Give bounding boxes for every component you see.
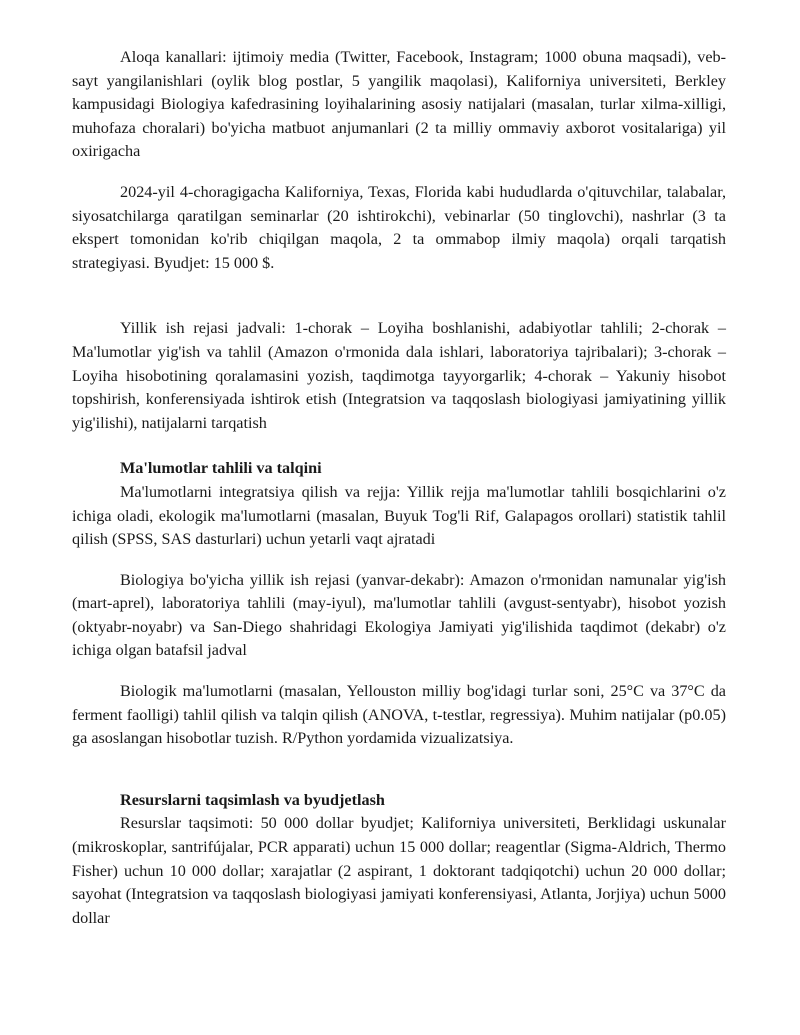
paragraph-biological-data-analysis: Biologik ma'lumotlarni (masalan, Yellouston milliy bog'idagi turlar soni, 25°C va 37°C da ferment faolligi) tahlil qilish va talqin qilish (ANOVA, t-testlar, regressiya). Muhim natijalar (p0.05) ga asoslangan hisobotlar tuzish. R/Python yordamida vizualizatsiya. xyxy=(72,682,726,748)
paragraph-annual-work-plan: Yillik ish rejasi jadvali: 1-chorak – Loyiha boshlanishi, adabiyotlar tahlili; 2-chorak – Ma'lumotlar yig'ish va tahlil (Amazon o'rmonida dala ishlari, laboratoriya tajribalari); 3-chorak – Loyiha hisobotining qoralamasini yozish, taqdimotga tayyorgarlik; 4-chorak – Yakuniy hisobot topshirish, konferensiyada ishtirok etish (Integratsion va taqqoslash biologiyasi jamiyatining yillik yig'ilishi), natijalarni tarqatish xyxy=(72,319,726,432)
paragraph-biology-work-plan: Biologiya bo'yicha yillik ish rejasi (yanvar-dekabr): Amazon o'rmonidan namunalar yig'ish (mart-aprel), laboratoriya tahlili (may-iyul), ma'lumotlar tahlili (avgust-sentyabr), hisobot yozish (oktyabr-noyabr) va San-Diego shahridagi Ekologiya Jamiyati yig'ilishida taqdimot (dekabr) o'z ichiga olgan batafsil jadval xyxy=(72,570,726,660)
paragraph-resource-distribution: Resurslar taqsimoti: 50 000 dollar byudjet; Kaliforniya universiteti, Berklidagi uskunalar (mikroskoplar, santrifújalar, PCR apparati) uchun 15 000 dollar; reagentlar (Sigma-Aldrich, Thermo Fisher) uchun 10 000 dollar; xarajatlar (2 aspirant, 1 doktorant tadqiqotchi) uchun 20 000 dollar; sayohat (Integratsion va taqqoslash biologiyasi jamiyati konferensiyasi, Atlanta, Jorjiya) uchun 5000 dollar xyxy=(72,814,726,927)
paragraph-data-integration: Ma'lumotlarni integratsiya qilish va rejja: Yillik rejja ma'lumotlar tahlili bosqichlarini o'z ichiga oladi, ekologik ma'lumotlarni (masalan, Buyuk Tog'li Rif, Galapagos orollari) statistik tahlil qilish (SPSS, SAS dasturlari) uchun yetarli vaqt ajratadi xyxy=(72,482,726,549)
document-page xyxy=(72,46,726,930)
section-heading-data-analysis: Ma'lumotlar tahlili va talqini xyxy=(120,459,322,478)
paragraph-communication-channels: Aloqa kanallari: ijtimoiy media (Twitter, Facebook, Instagram; 1000 obuna maqsadi), veb-sayt yangilanishlari (oylik blog postlar, 5 yangilik maqolasi), Kaliforniya universiteti, Berkley kampusidagi Biologiya kafedrasining loyihalarining asosiy natijalari (masalan, turlar xilma-xilligi, muhofaza choralari) bo'yicha matbuot anjumanlari (2 ta milliy ommaviy axborot vositalariga) yil oxirigacha xyxy=(72,48,726,161)
section-heading-resource-allocation: Resurslarni taqsimlash va byudjetlash xyxy=(120,790,385,809)
paragraph-dissemination-strategy: 2024-yil 4-choragigacha Kaliforniya, Texas, Florida kabi hududlarda o'qituvchilar, talabalar, siyosatchilarga qaratilgan seminarlar (20 ishtirokchi), vebinarlar (50 tinglovchi), nashrlar (3 ta ekspert tomonidan ko'rib chiqilgan maqola, 2 ta ommabop ilmiy maqola) orqali tarqatish strategiyasi. Byudjet: 15 000 $. xyxy=(72,182,726,272)
